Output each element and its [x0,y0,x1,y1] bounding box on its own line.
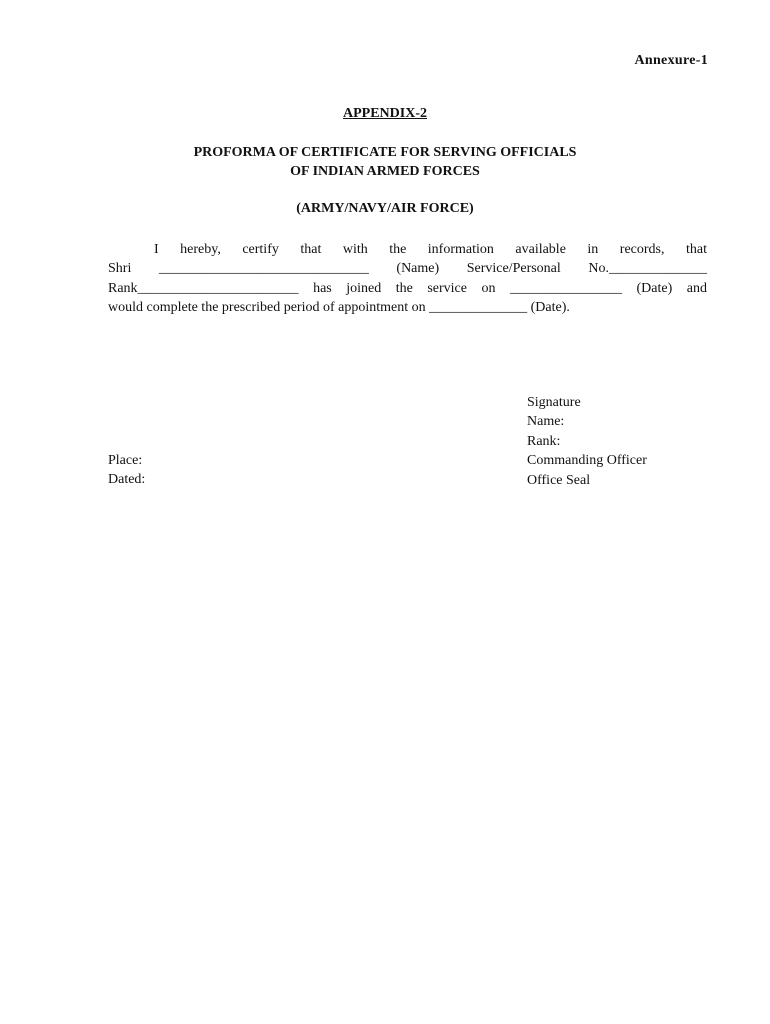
word: Service/Personal [466,261,561,277]
word: and [686,280,707,296]
name-blank: ______________________________ [158,261,369,277]
body-line-2 [108,259,707,278]
appendix-heading: APPENDIX-2 [343,106,427,121]
title-line-1: PROFORMA OF CERTIFICATE FOR SERVING OFFICIALS [193,145,577,160]
commanding-officer-label: Commanding Officer [527,453,647,469]
dated-label: Dated: [108,472,146,488]
word: records, [619,242,665,257]
word: certify [242,242,279,257]
name-label: Name: [527,414,565,430]
word: has [313,280,332,296]
body-line-1 [108,240,707,259]
body-line-3 [108,279,707,298]
word: I [154,242,159,257]
word: in [587,242,599,257]
word: service [427,280,467,296]
signature-label: Signature [527,395,581,410]
place-label: Place: [108,453,143,468]
word: (Date) [636,280,673,296]
word: with [342,242,368,257]
office-seal-label: Office Seal [527,472,591,488]
forces-subheading: (ARMY/NAVY/AIR FORCE) [296,201,474,216]
rank-label: Rank: [527,433,561,449]
word: available [515,242,566,257]
title-line-2: OF INDIAN ARMED FORCES [290,164,480,179]
service-no-blank: No.______________ [588,261,707,277]
word: the [395,280,413,296]
place-date-block [108,451,145,490]
word: (Name) [396,261,440,277]
rank-blank: Rank_______________________ [108,280,299,296]
word: that [300,242,322,257]
document-title [0,143,770,181]
word: information [427,242,494,257]
certificate-body [108,240,707,317]
join-date-blank: ________________ [510,280,622,296]
word: Shri [108,261,132,277]
word: that [685,242,707,257]
word: joined [346,280,382,296]
completion-sentence: would complete the prescribed period of appointment on ______________ (Date). [108,299,570,315]
word: hereby, [180,242,221,257]
word: on [481,280,496,296]
body-line-4 [108,298,707,317]
annexure-label: Annexure-1 [634,53,708,68]
word: the [389,242,407,257]
signature-block [527,393,647,490]
